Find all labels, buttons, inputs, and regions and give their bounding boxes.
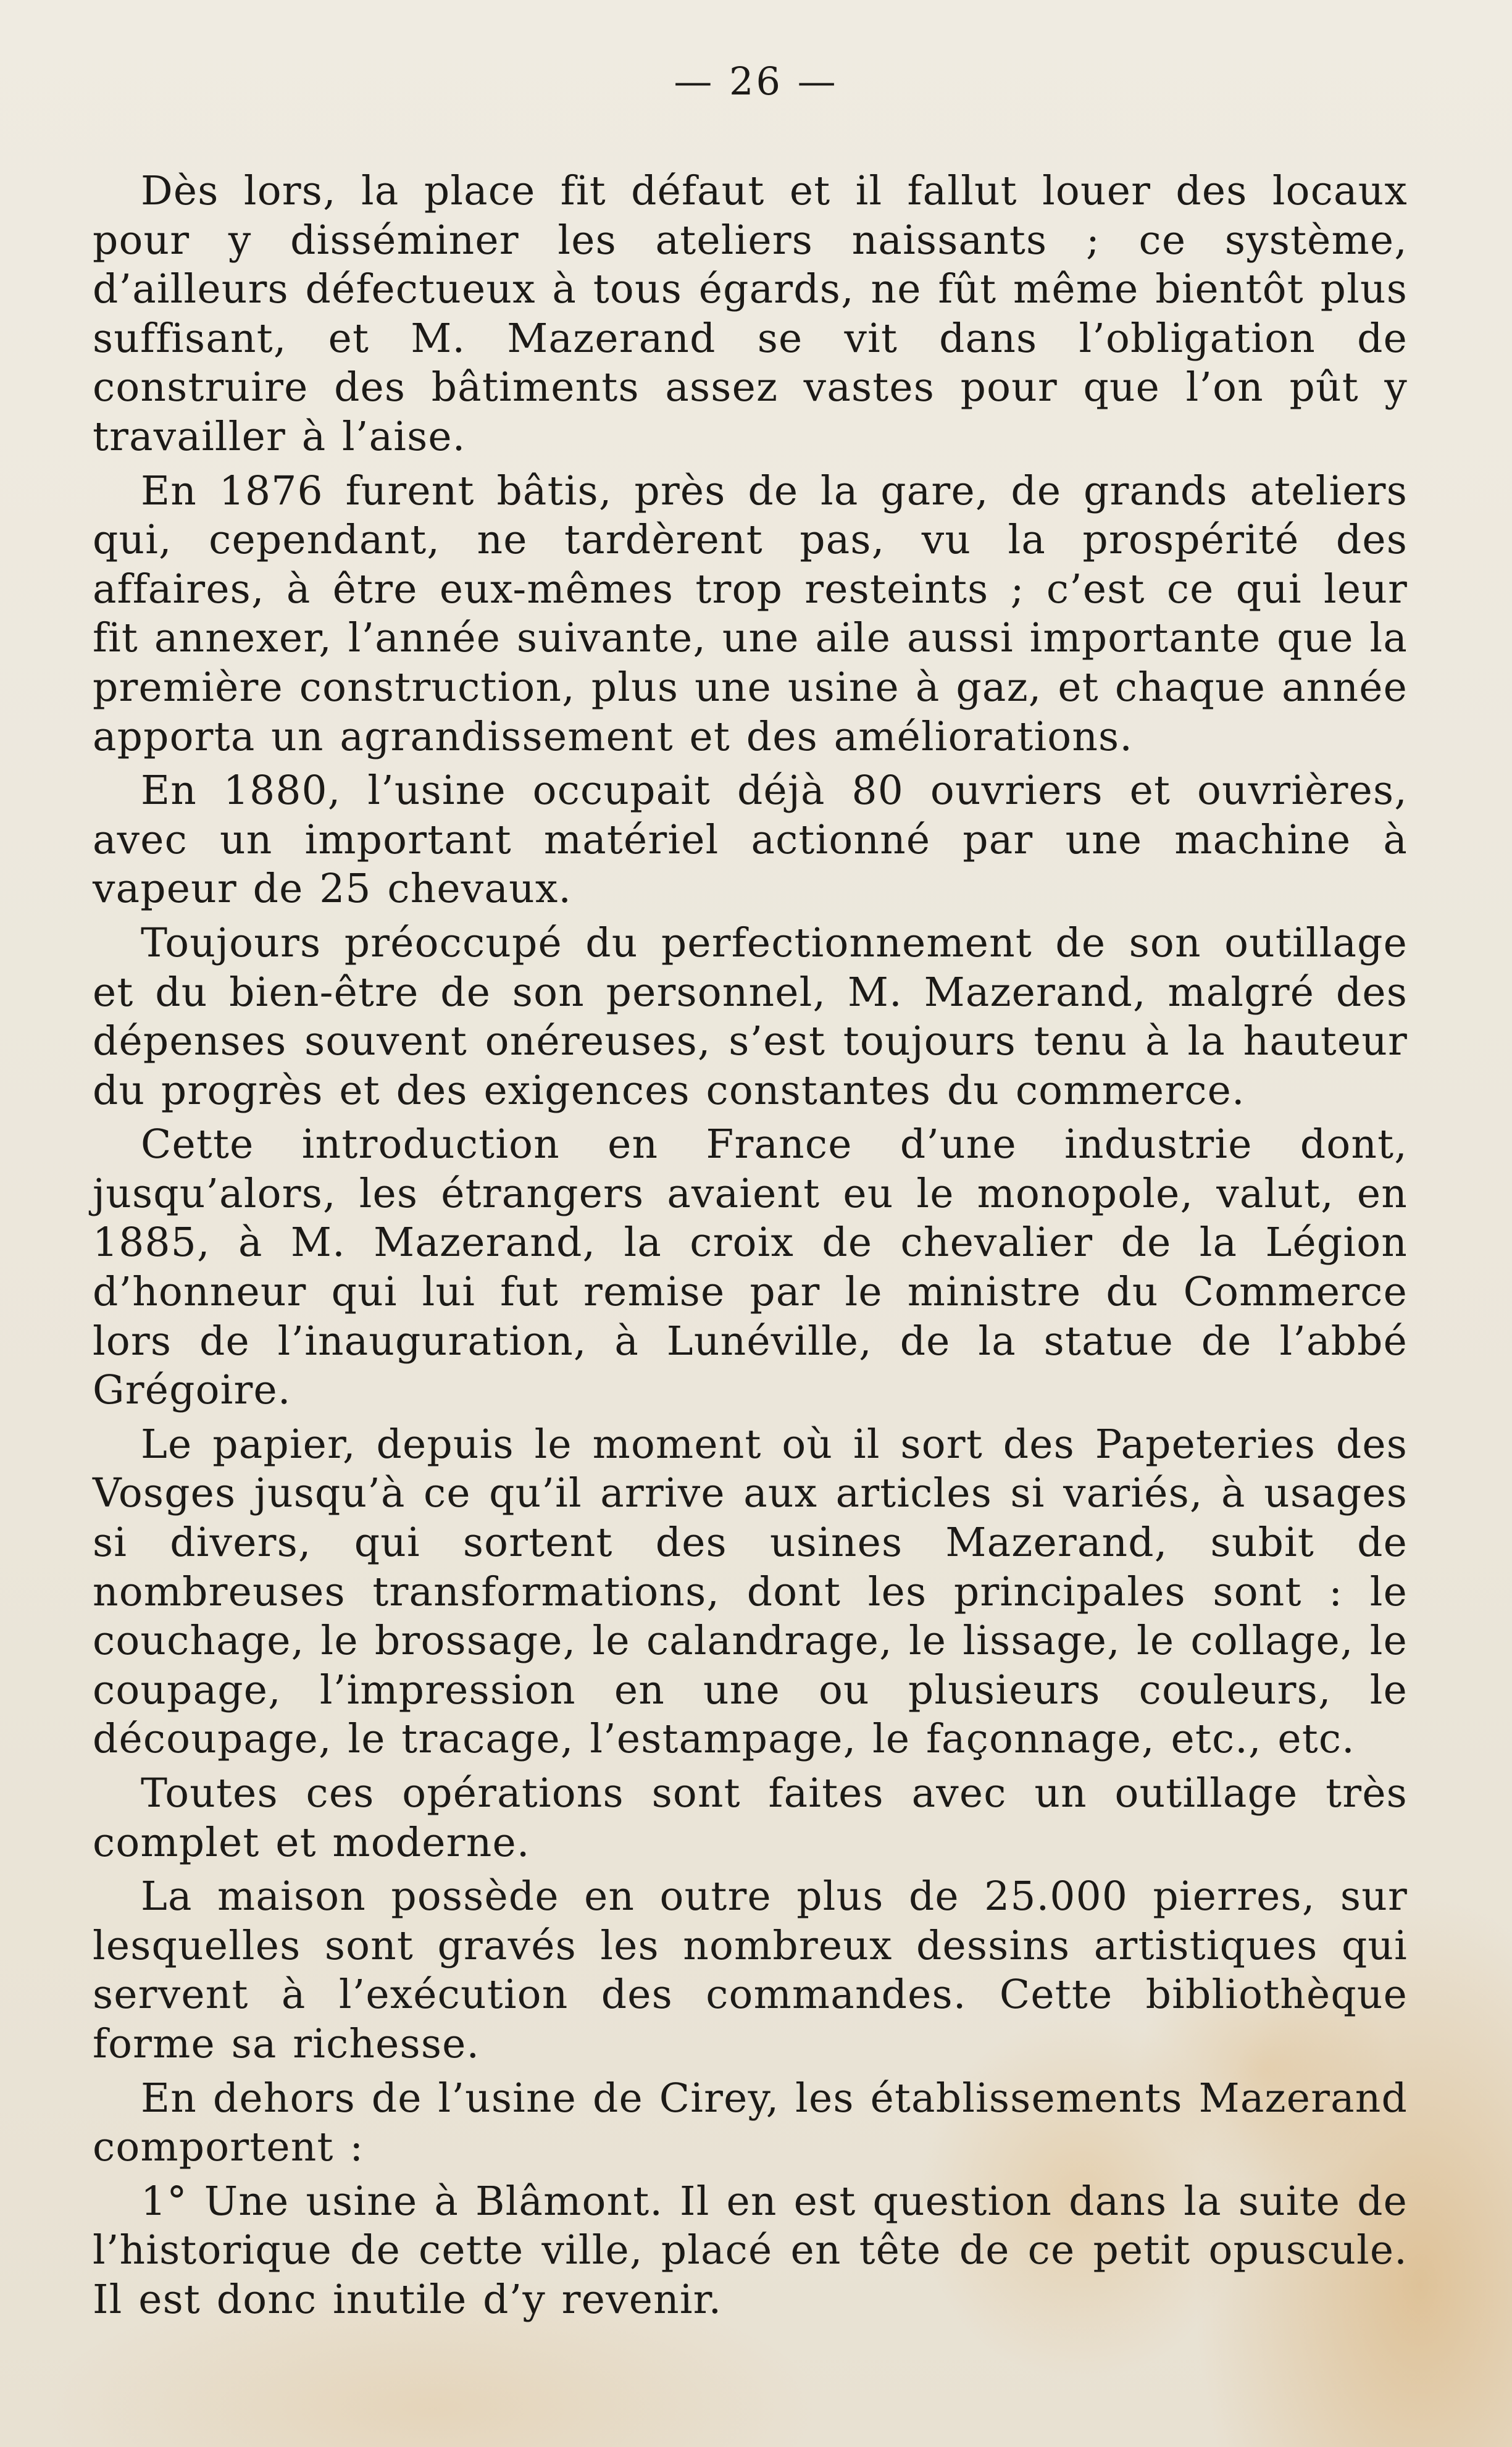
paragraph: La maison possède en outre plus de 25.000 pierres, sur lesquelles sont gravés les nombreux dessins artistiques qui servent à l’exécution des commandes. Cette bibliothèque forme sa richesse. bbox=[93, 1873, 1408, 2067]
paragraph: En 1880, l’usine occupait déjà 80 ouvriers et ouvrières, avec un important matériel actionné par une machine à vapeur de 25 chevaux. bbox=[93, 768, 1408, 913]
paragraph: En dehors de l’usine de Cirey, les établissements Mazerand comportent : bbox=[93, 2075, 1408, 2171]
paragraph: Cette introduction en France d’une industrie dont, jusqu’alors, les étrangers avaient eu le monopole, valut, en 1885, à M. Mazerand, la croix de chevalier de la Légion d’honneur qui lui fut remise par le ministre du Commerce lors de l’inauguration, à Lunéville, de la statue de l’abbé Grégoire. bbox=[93, 1121, 1408, 1414]
paragraph: Le papier, depuis le moment où il sort des Papeteries des Vosges jusqu’à ce qu’il arrive aux articles si variés, à usages si divers, qui sortent des usines Mazerand, subit de nombreuses transformations, dont les principales sont : le couchage, le brossage, le calandrage, le lissage, le collage, le coupage, l’impression en une ou plusieurs couleurs, le découpage, le tracage, l’estampage, le façonnage, etc., etc. bbox=[93, 1421, 1408, 1763]
body-text bbox=[93, 167, 1408, 2330]
paragraph: Toutes ces opérations sont faites avec un outillage très complet et moderne. bbox=[93, 1770, 1408, 1866]
paragraph: En 1876 furent bâtis, près de la gare, de grands ateliers qui, cependant, ne tardèrent pas, vu la prospérité des affaires, à être eux-mêmes trop resteints ; c’est ce qui leur fit annexer, l’année suivante, une aile aussi importante que la première construction, plus une usine à gaz, et chaque année apporta un agrandissement et des améliorations. bbox=[93, 467, 1408, 760]
paragraph: Toujours préoccupé du perfectionnement de son outillage et du bien-être de son personnel, M. Mazerand, malgré des dépenses souvent onéreuses, s’est toujours tenu à la hauteur du progrès et des exigences constantes du commerce. bbox=[93, 919, 1408, 1114]
paragraph: Dès lors, la place fit défaut et il fallut louer des locaux pour y disséminer les ateliers naissants ; ce système, d’ailleurs défectueux à tous égards, ne fût même bientôt plus suffisant, et M. Mazerand se vit dans l’obligation de construire des bâtiments assez vastes pour que l’on pût y travailler à l’aise. bbox=[93, 168, 1408, 460]
paragraph: 1° Une usine à Blâmont. Il en est question dans la suite de l’historique de cette ville, placé en tête de ce petit opuscule. Il est donc inutile d’y revenir. bbox=[93, 2178, 1408, 2323]
page-number: — 26 — bbox=[674, 59, 838, 104]
